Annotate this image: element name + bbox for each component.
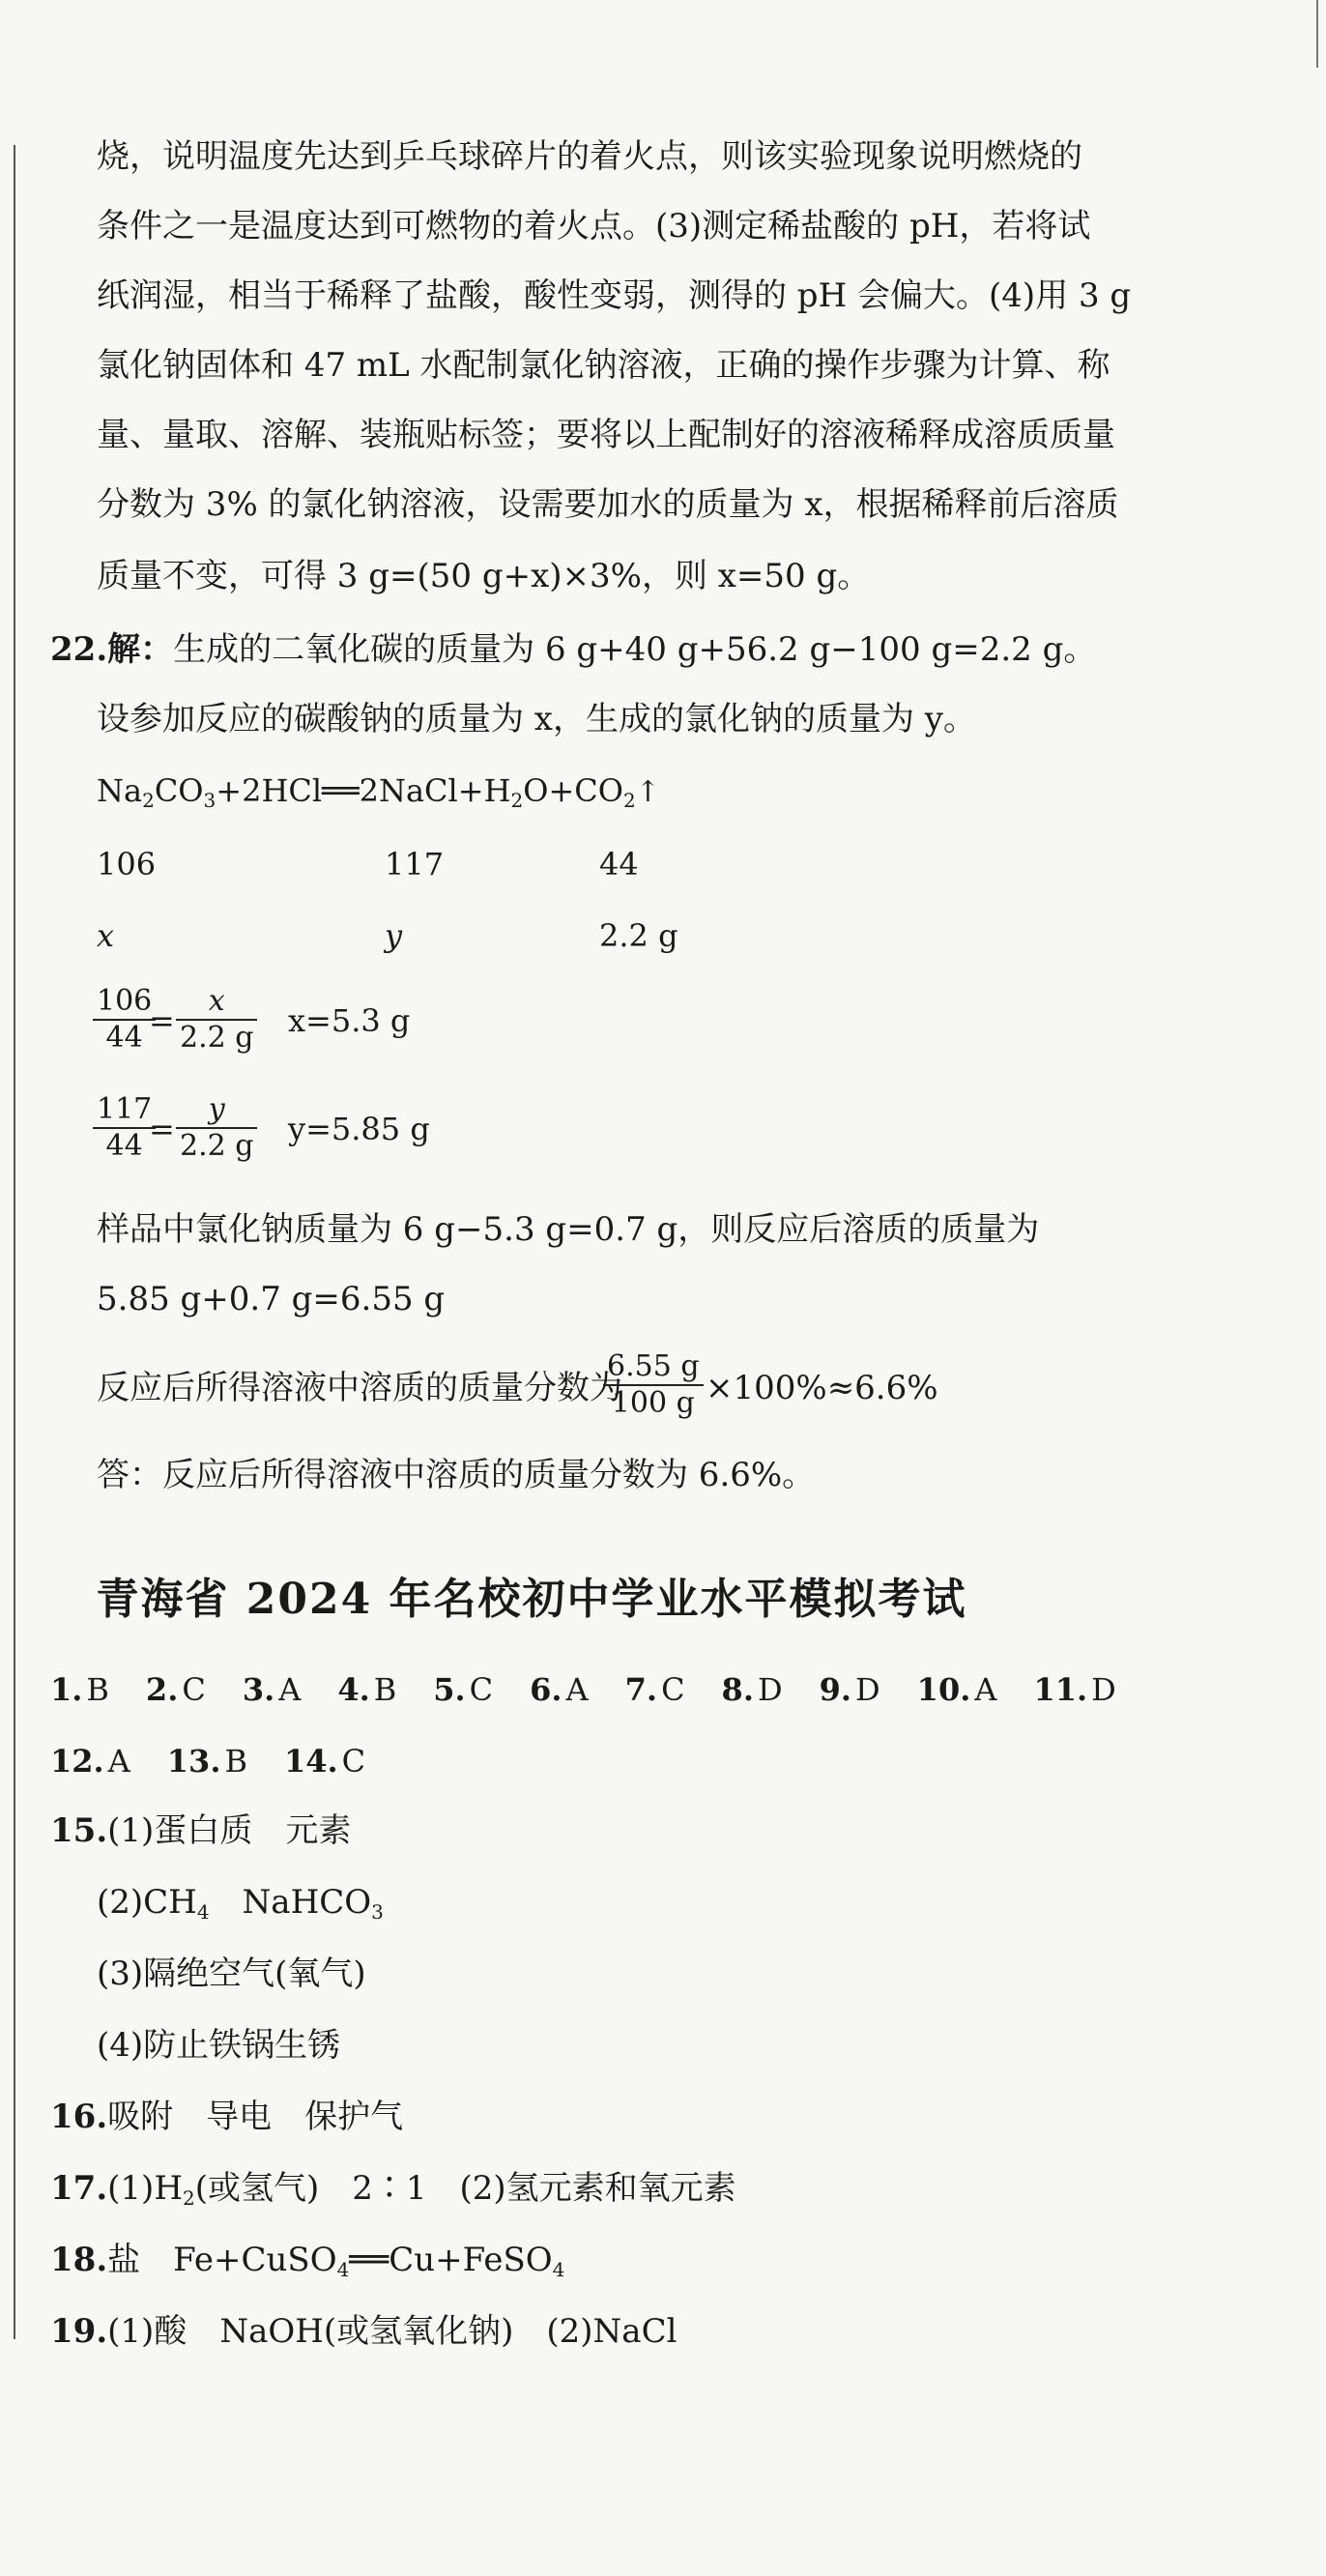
q22-line3: 样品中氯化钠质量为 6 g−5.3 g=0.7 g，则反应后溶质的质量为 <box>97 1210 1040 1249</box>
ratio2-result: y=5.85 g <box>288 1111 430 1147</box>
choice-answer: 3. A <box>242 1671 302 1708</box>
q22-text: 生成的二氧化碳的质量为 6 g+40 g+56.2 g−100 g=2.2 g。 <box>173 630 1097 669</box>
choice-answer: 9. D <box>819 1671 880 1708</box>
choice-answer: 8. D <box>721 1671 783 1708</box>
q22-answer: 答：反应后所得溶液中溶质的质量分数为 6.6%。 <box>97 1456 816 1494</box>
intro-line: 质量不变，可得 3 g=(50 g+x)×3%，则 x=50 g。 <box>97 557 871 595</box>
q22-line5-post: ×100%≈6.6% <box>706 1369 938 1407</box>
var-value: y <box>385 917 403 954</box>
ratio2-left-fraction: $\frac{117}{44}$ <box>93 1092 156 1164</box>
ratio1-result: x=5.3 g <box>288 1002 411 1039</box>
intro-line: 纸润湿，相当于稀释了盐酸，酸性变弱，测得的 pH 会偏大。(4)用 3 g <box>97 276 1132 315</box>
q22-line1 <box>50 628 1096 671</box>
ratio1-equals: = <box>149 1002 175 1039</box>
q15-p2: $(2)CH_4$ NaHCO$_3$ <box>97 1883 384 1924</box>
choice-answer: 6. A <box>530 1671 589 1708</box>
q22-line2: 设参加反应的碳酸钠的质量为 x，生成的氯化钠的质量为 y。 <box>97 700 976 738</box>
var-value: x <box>97 917 115 954</box>
ratio1-right-fraction: $\frac{x}{2.2 g}$ <box>176 984 257 1056</box>
ratio2-right-fraction: $\frac{y}{2.2 g}$ <box>176 1092 257 1164</box>
q16: 16.吸附 导电 保护气 <box>50 2098 404 2136</box>
choice-answer: 11. D <box>1033 1671 1116 1708</box>
q22-jie: 解： <box>107 630 174 669</box>
choice-answers-row1 <box>50 1668 1153 1711</box>
q18: 18.盐 Fe+CuSO$_4$══Cu+FeSO$_4$ <box>50 2241 565 2281</box>
q19: 19.(1)酸 NaOH(或氢氧化钠) (2)NaCl <box>50 2312 677 2351</box>
q22-number: 22. <box>50 630 108 669</box>
gas-arrow-icon: ↑ <box>635 775 660 809</box>
choice-answer: 10. A <box>916 1671 997 1708</box>
q22-line5-pre: 反应后所得溶液中溶质的质量分数为 <box>97 1369 622 1407</box>
q22-line4: 5.85 g+0.7 g=6.55 g <box>97 1280 446 1318</box>
choice-answer: 5. C <box>433 1671 494 1708</box>
choice-answer: 7. C <box>624 1671 685 1708</box>
right-margin-rule <box>1316 0 1318 68</box>
ratio2-equals: = <box>149 1111 175 1147</box>
intro-line: 条件之一是温度达到可燃物的着火点。(3)测定稀盐酸的 pH，若将试 <box>97 207 1091 246</box>
q17: $17.(1)H_2$(或氢气) 2∶1 (2)氢元素和氧元素 <box>50 2169 736 2210</box>
q15-p1: 15.(1)蛋白质 元素 <box>50 1811 352 1850</box>
mass-value: 106 <box>97 846 157 883</box>
choice-answer: 14. C <box>283 1743 366 1780</box>
choice-answers-row2 <box>50 1740 402 1782</box>
choice-answer: 2. C <box>145 1671 206 1708</box>
mass-fraction: $\frac{6.55 g}{100 g}$ <box>603 1349 704 1421</box>
mass-value: 117 <box>385 846 445 883</box>
intro-line: 分数为 3% 的氯化钠溶液，设需要加水的质量为 x，根据稀释前后溶质 <box>97 485 1119 524</box>
choice-answer: 13. B <box>166 1743 247 1780</box>
var-value: 2.2 g <box>599 917 678 954</box>
left-margin-rule <box>14 145 15 2339</box>
exam-title: 青海省 2024 年名校初中学业水平模拟考试 <box>96 1575 967 1624</box>
choice-answer: 12. A <box>50 1743 130 1780</box>
intro-line: 烧，说明温度先达到乒乓球碎片的着火点，则该实验现象说明燃烧的 <box>97 137 1082 176</box>
choice-answer: 1. B <box>50 1671 109 1708</box>
choice-answer: 4. B <box>337 1671 397 1708</box>
q15-p4: (4)防止铁锅生锈 <box>97 2026 341 2065</box>
ratio1-left-fraction: $\frac{106}{44}$ <box>93 984 156 1056</box>
intro-line: 量、量取、溶解、装瓶贴标签；要将以上配制好的溶液稀释成溶质质量 <box>97 416 1115 454</box>
q15-p3: (3)隔绝空气(氧气) <box>97 1954 366 1993</box>
chemical-equation: $Na_2CO_3+2HCl══2NaCl+H_2O+CO_2↑$ <box>97 772 660 812</box>
intro-line: 氯化钠固体和 47 mL 水配制氯化钠溶液，正确的操作步骤为计算、称 <box>97 346 1110 385</box>
mass-value: 44 <box>599 846 639 883</box>
